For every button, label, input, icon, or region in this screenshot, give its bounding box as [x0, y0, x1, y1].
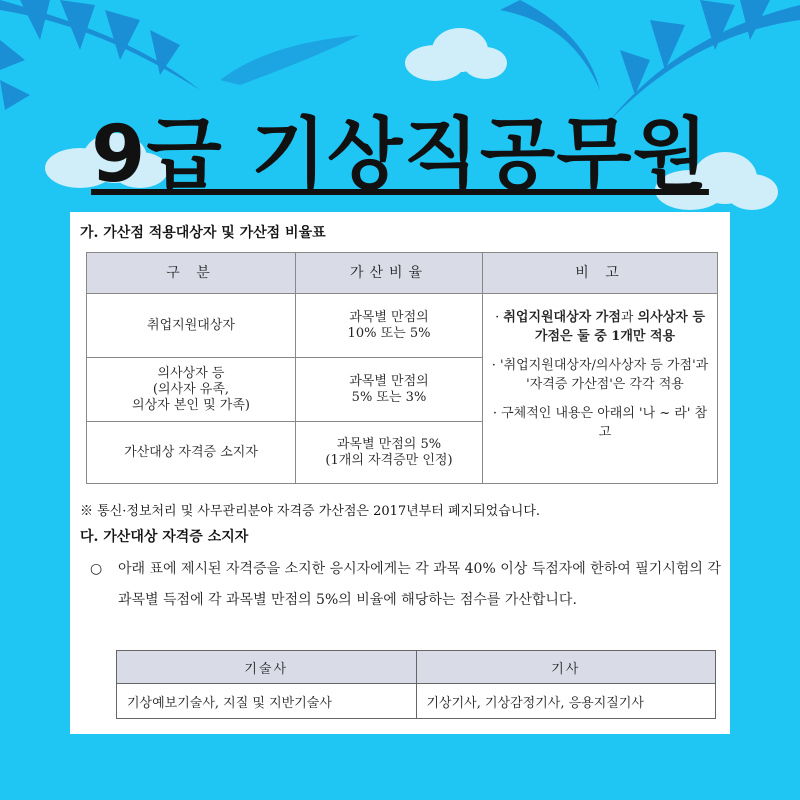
- palm-leaf-mid: [220, 30, 360, 90]
- rate-line: 5% 또는 3%: [351, 389, 427, 405]
- bullet-icon: ○: [90, 561, 103, 577]
- page-title: 9급 기상직공무원: [91, 110, 709, 200]
- rate-line: 과목별 만점의: [349, 373, 429, 389]
- column-header: 비 고: [483, 253, 718, 294]
- category-cell: [87, 358, 296, 422]
- section-title-ga: 가. 가산점 적용대상자 및 가산점 비율표: [80, 225, 326, 241]
- rate-line: 10% 또는 5%: [347, 325, 431, 341]
- note-item: · 취업지원대상자 가점과 의사상자 등 가점은 둘 중 1개만 적용: [495, 310, 705, 344]
- certificate-table: [116, 650, 716, 719]
- column-header: 기술사: [117, 651, 417, 684]
- cloud-icon: [400, 25, 510, 85]
- footnote: ※ 통신·정보처리 및 사무관리분야 자격증 가산점은 2017년부터 폐지되었습니다.: [80, 504, 541, 519]
- column-header: 구 분: [87, 253, 296, 294]
- table-header-row: [117, 651, 716, 684]
- rate-line: (1개의 자격증만 인정): [325, 452, 453, 468]
- bonus-rate-table: [86, 252, 718, 484]
- note-item: · 구체적인 내용은 아래의 '나 ~ 라' 참고: [492, 406, 708, 440]
- column-header: 가산비율: [296, 253, 483, 294]
- table-row: [87, 294, 718, 358]
- table-cell: 기상예보기술사, 지질 및 지반기술사: [117, 684, 417, 719]
- note-item: · '취업지원대상자/의사상자 등 가점'과 '자격증 가산점'은 각각 적용: [491, 358, 709, 392]
- rate-line: 과목별 만점의: [349, 309, 429, 325]
- description-paragraph: [90, 554, 722, 616]
- table-cell: 기상기사, 기상감정기사, 응용지질기사: [416, 684, 716, 719]
- rate-cell: [296, 422, 483, 484]
- column-header: 기사: [416, 651, 716, 684]
- category-cell: 가산대상 자격증 소지자: [87, 422, 296, 484]
- table-row: [117, 684, 716, 719]
- rate-cell: [296, 358, 483, 422]
- table-header-row: [87, 253, 718, 294]
- category-line: 의사상자 등: [157, 365, 225, 381]
- section-title-da: 다. 가산대상 자격증 소지자: [80, 529, 249, 545]
- document-image: [70, 212, 730, 734]
- rate-cell: [296, 294, 483, 358]
- rate-line: 과목별 만점의 5%: [336, 436, 442, 452]
- category-cell: 취업지원대상자: [87, 294, 296, 358]
- notes-cell: [483, 294, 718, 484]
- category-line: 의상자 본인 및 가족): [132, 397, 250, 413]
- paragraph-text: 아래 표에 제시된 자격증을 소지한 응시자에게는 각 과목 40% 이상 득점자에 한하여 필기시험의 각 과목별 득점에 각 과목별 만점의 5%의 비율에 해당하는 점수를 가산합니다.: [118, 561, 721, 608]
- category-line: (의사자 유족,: [152, 381, 230, 397]
